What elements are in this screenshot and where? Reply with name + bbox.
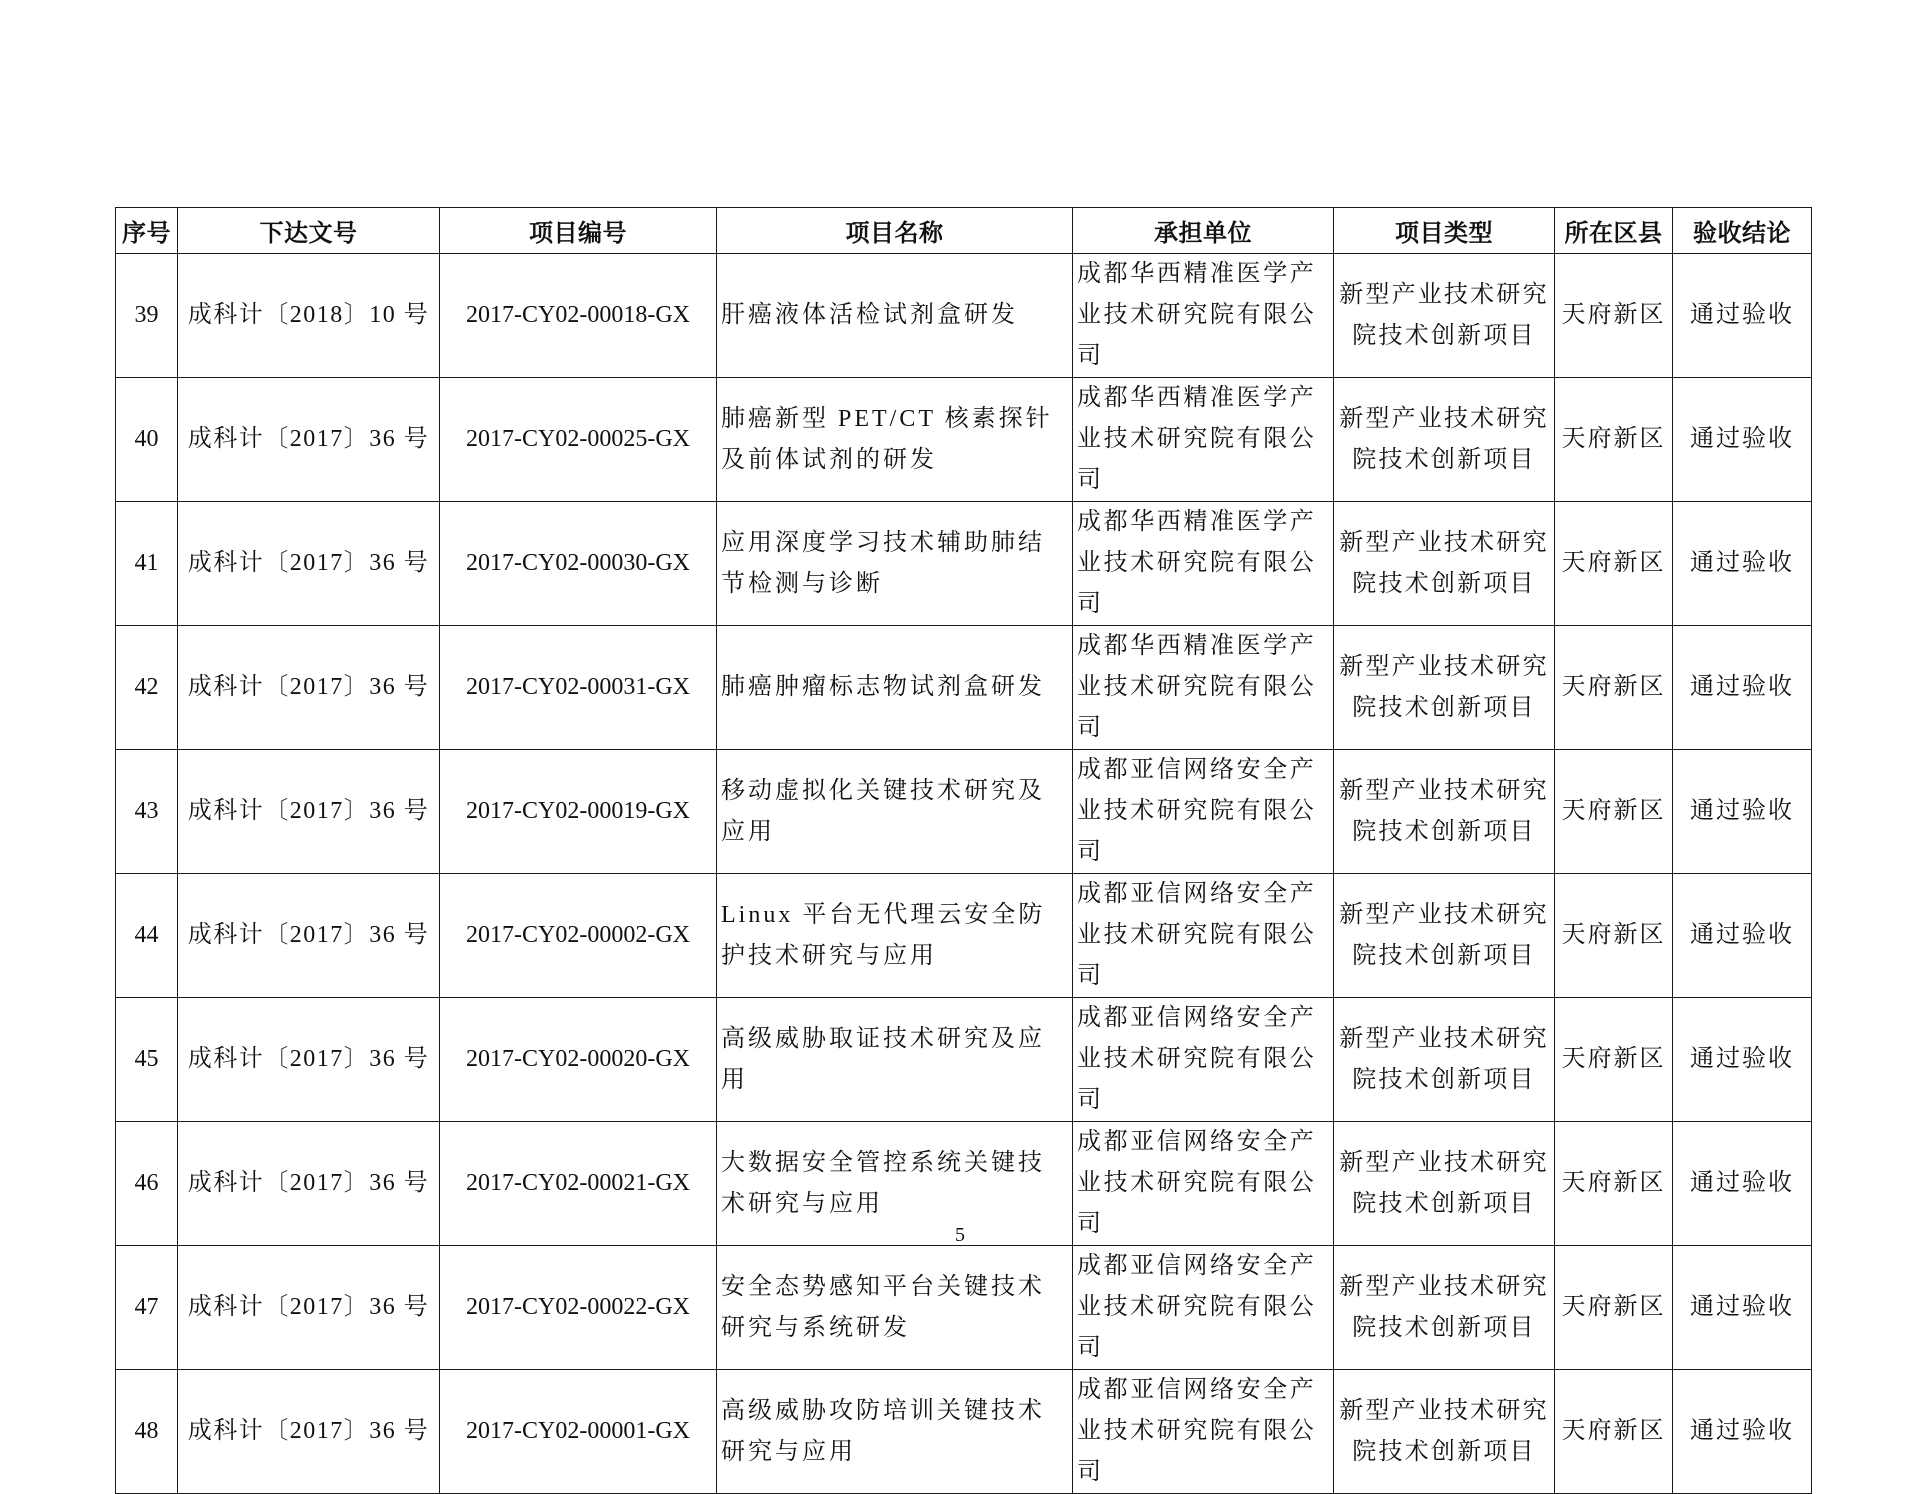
cell-index: 45 (116, 998, 178, 1122)
cell-result: 通过验收 (1673, 1370, 1812, 1494)
table-row (116, 626, 1812, 750)
cell-district: 天府新区 (1555, 750, 1673, 874)
cell-project-name: 高级威胁攻防培训关键技术研究与应用 (717, 1370, 1073, 1494)
cell-district: 天府新区 (1555, 626, 1673, 750)
table-header-row (116, 208, 1812, 254)
cell-organization: 成都亚信网络安全产业技术研究院有限公司 (1073, 998, 1334, 1122)
cell-project-name: 移动虚拟化关键技术研究及应用 (717, 750, 1073, 874)
cell-project-type: 新型产业技术研究院技术创新项目 (1334, 998, 1555, 1122)
cell-result: 通过验收 (1673, 378, 1812, 502)
table-row (116, 750, 1812, 874)
table-row (116, 502, 1812, 626)
cell-organization: 成都华西精准医学产业技术研究院有限公司 (1073, 502, 1334, 626)
cell-project-code: 2017-CY02-00030-GX (440, 502, 717, 626)
cell-project-code: 2017-CY02-00022-GX (440, 1246, 717, 1370)
header-result: 验收结论 (1673, 208, 1812, 254)
cell-result: 通过验收 (1673, 750, 1812, 874)
header-organization: 承担单位 (1073, 208, 1334, 254)
table-row (116, 998, 1812, 1122)
table-row (116, 1370, 1812, 1494)
cell-organization: 成都亚信网络安全产业技术研究院有限公司 (1073, 750, 1334, 874)
cell-organization: 成都华西精准医学产业技术研究院有限公司 (1073, 378, 1334, 502)
cell-doc-number: 成科计〔2017〕36 号 (178, 1122, 440, 1246)
cell-project-code: 2017-CY02-00025-GX (440, 378, 717, 502)
cell-project-name: 高级威胁取证技术研究及应用 (717, 998, 1073, 1122)
cell-project-code: 2017-CY02-00002-GX (440, 874, 717, 998)
cell-organization: 成都亚信网络安全产业技术研究院有限公司 (1073, 1246, 1334, 1370)
cell-project-code: 2017-CY02-00001-GX (440, 1370, 717, 1494)
cell-doc-number: 成科计〔2017〕36 号 (178, 502, 440, 626)
cell-project-type: 新型产业技术研究院技术创新项目 (1334, 874, 1555, 998)
cell-district: 天府新区 (1555, 502, 1673, 626)
cell-project-type: 新型产业技术研究院技术创新项目 (1334, 1246, 1555, 1370)
cell-organization: 成都华西精准医学产业技术研究院有限公司 (1073, 626, 1334, 750)
cell-project-type: 新型产业技术研究院技术创新项目 (1334, 1122, 1555, 1246)
cell-district: 天府新区 (1555, 254, 1673, 378)
cell-project-type: 新型产业技术研究院技术创新项目 (1334, 502, 1555, 626)
cell-doc-number: 成科计〔2017〕36 号 (178, 874, 440, 998)
table-row (116, 874, 1812, 998)
cell-result: 通过验收 (1673, 1246, 1812, 1370)
cell-index: 41 (116, 502, 178, 626)
cell-result: 通过验收 (1673, 626, 1812, 750)
cell-district: 天府新区 (1555, 1370, 1673, 1494)
table-row (116, 254, 1812, 378)
cell-doc-number: 成科计〔2017〕36 号 (178, 750, 440, 874)
cell-project-code: 2017-CY02-00019-GX (440, 750, 717, 874)
cell-project-name: Linux 平台无代理云安全防护技术研究与应用 (717, 874, 1073, 998)
cell-organization: 成都亚信网络安全产业技术研究院有限公司 (1073, 1122, 1334, 1246)
table-row (116, 1246, 1812, 1370)
cell-project-name: 安全态势感知平台关键技术研究与系统研发 (717, 1246, 1073, 1370)
header-doc-number: 下达文号 (178, 208, 440, 254)
cell-doc-number: 成科计〔2017〕36 号 (178, 626, 440, 750)
cell-index: 44 (116, 874, 178, 998)
cell-district: 天府新区 (1555, 378, 1673, 502)
cell-project-type: 新型产业技术研究院技术创新项目 (1334, 1370, 1555, 1494)
header-project-code: 项目编号 (440, 208, 717, 254)
cell-project-type: 新型产业技术研究院技术创新项目 (1334, 750, 1555, 874)
cell-project-name: 肝癌液体活检试剂盒研发 (717, 254, 1073, 378)
cell-project-code: 2017-CY02-00018-GX (440, 254, 717, 378)
cell-project-name: 肺癌肿瘤标志物试剂盒研发 (717, 626, 1073, 750)
cell-doc-number: 成科计〔2017〕36 号 (178, 378, 440, 502)
table-row (116, 378, 1812, 502)
cell-index: 47 (116, 1246, 178, 1370)
cell-district: 天府新区 (1555, 874, 1673, 998)
cell-result: 通过验收 (1673, 254, 1812, 378)
cell-organization: 成都亚信网络安全产业技术研究院有限公司 (1073, 874, 1334, 998)
cell-project-code: 2017-CY02-00031-GX (440, 626, 717, 750)
cell-result: 通过验收 (1673, 502, 1812, 626)
cell-index: 40 (116, 378, 178, 502)
cell-project-code: 2017-CY02-00020-GX (440, 998, 717, 1122)
cell-result: 通过验收 (1673, 874, 1812, 998)
cell-project-type: 新型产业技术研究院技术创新项目 (1334, 254, 1555, 378)
header-district: 所在区县 (1555, 208, 1673, 254)
header-project-type: 项目类型 (1334, 208, 1555, 254)
cell-index: 42 (116, 626, 178, 750)
cell-index: 48 (116, 1370, 178, 1494)
cell-project-code: 2017-CY02-00021-GX (440, 1122, 717, 1246)
cell-organization: 成都华西精准医学产业技术研究院有限公司 (1073, 254, 1334, 378)
header-index: 序号 (116, 208, 178, 254)
cell-doc-number: 成科计〔2017〕36 号 (178, 1246, 440, 1370)
cell-result: 通过验收 (1673, 1122, 1812, 1246)
cell-result: 通过验收 (1673, 998, 1812, 1122)
cell-index: 46 (116, 1122, 178, 1246)
cell-index: 43 (116, 750, 178, 874)
acceptance-results-table (115, 207, 1812, 1494)
cell-district: 天府新区 (1555, 998, 1673, 1122)
cell-project-name: 应用深度学习技术辅助肺结节检测与诊断 (717, 502, 1073, 626)
cell-district: 天府新区 (1555, 1122, 1673, 1246)
cell-doc-number: 成科计〔2017〕36 号 (178, 998, 440, 1122)
cell-project-name: 肺癌新型 PET/CT 核素探针及前体试剂的研发 (717, 378, 1073, 502)
cell-organization: 成都亚信网络安全产业技术研究院有限公司 (1073, 1370, 1334, 1494)
cell-project-name: 大数据安全管控系统关键技术研究与应用 (717, 1122, 1073, 1246)
header-project-name: 项目名称 (717, 208, 1073, 254)
page-number: 5 (955, 1224, 965, 1246)
cell-doc-number: 成科计〔2018〕10 号 (178, 254, 440, 378)
cell-project-type: 新型产业技术研究院技术创新项目 (1334, 378, 1555, 502)
cell-district: 天府新区 (1555, 1246, 1673, 1370)
cell-project-type: 新型产业技术研究院技术创新项目 (1334, 626, 1555, 750)
cell-doc-number: 成科计〔2017〕36 号 (178, 1370, 440, 1494)
cell-index: 39 (116, 254, 178, 378)
